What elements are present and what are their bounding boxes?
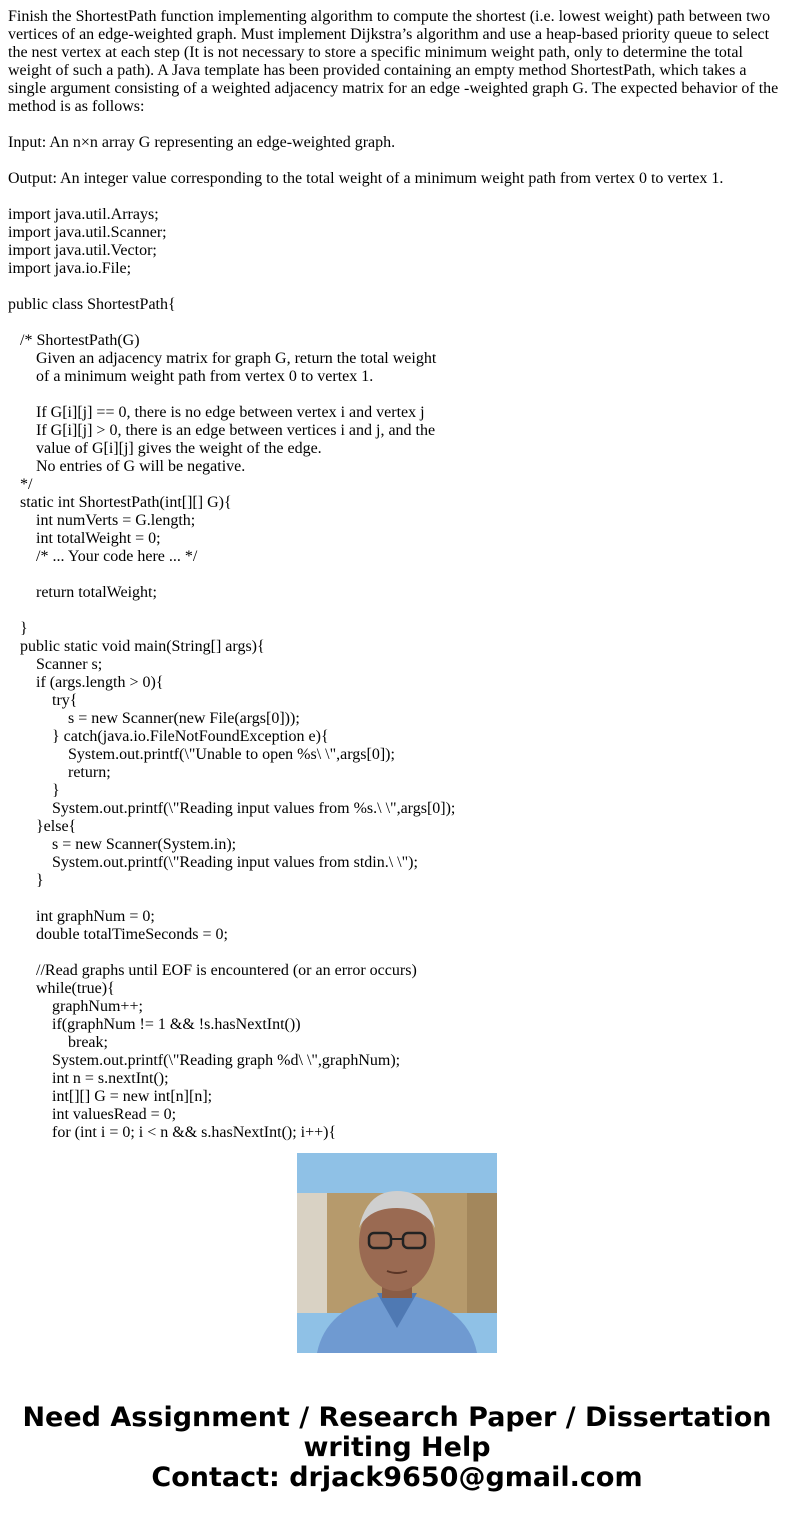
- code-line: try{: [8, 692, 78, 709]
- code-line: System.out.printf(\"Reading input values from %s.\ \",args[0]);: [8, 800, 456, 817]
- code-line: [8, 278, 788, 296]
- code-line: for (int i = 0; i < n && s.hasNextInt(); i++){: [8, 1124, 337, 1141]
- promo-line-1: Need Assignment / Research Paper / Dissertation: [22, 1402, 772, 1433]
- author-avatar: [297, 1153, 497, 1353]
- code-line: No entries of G will be negative.: [8, 458, 246, 475]
- code-line: System.out.printf(\"Reading input values from stdin.\ \");: [8, 854, 418, 871]
- java-code-template: [8, 206, 788, 1142]
- code-line: int totalWeight = 0;: [8, 530, 161, 547]
- code-line: }: [8, 872, 44, 889]
- code-line: if(graphNum != 1 && !s.hasNextInt()): [8, 1016, 301, 1033]
- code-line: Scanner s;: [8, 656, 103, 673]
- code-line: import java.util.Arrays;: [8, 206, 159, 223]
- promo-line-2: writing Help: [303, 1432, 491, 1463]
- code-line: value of G[i][j] gives the weight of the edge.: [8, 440, 322, 457]
- code-line: while(true){: [8, 980, 115, 997]
- code-line: /* ... Your code here ... */: [8, 548, 198, 565]
- code-line: if (args.length > 0){: [8, 674, 164, 691]
- code-line: [8, 566, 788, 584]
- question-paragraph: Finish the ShortestPath function implementing algorithm to compute the shortest (i.e. lowest weight) path between two vertices of an edge-weighted graph. Must implement Dijkstra’s algorithm and use a heap-based priority queue to select the nest vertex at each step (It is not necessary to store a specific minimum weight path, only to determine the total weight of such a path). A Java template has been provided containing an empty method ShortestPath, which takes a single argument consisting of a weighted adjacency matrix for an edge -weighted graph G. The expected behavior of the method is as follows:: [8, 8, 779, 115]
- code-line: graphNum++;: [8, 998, 143, 1015]
- code-line: int numVerts = G.length;: [8, 512, 196, 529]
- code-line: [8, 944, 788, 962]
- code-line: //Read graphs until EOF is encountered (or an error occurs): [8, 962, 417, 979]
- code-line: public class ShortestPath{: [8, 296, 176, 313]
- code-line: break;: [8, 1034, 108, 1051]
- promo-banner: [0, 1403, 794, 1493]
- code-line: } catch(java.io.FileNotFoundException e){: [8, 728, 329, 745]
- code-line: */: [8, 476, 33, 493]
- question-text: [8, 8, 788, 1141]
- code-line: /* ShortestPath(G): [8, 332, 140, 349]
- code-line: int[][] G = new int[n][n];: [8, 1088, 213, 1105]
- code-line: [8, 386, 788, 404]
- code-line: If G[i][j] == 0, there is no edge between vertex i and vertex j: [8, 404, 425, 421]
- code-line: int n = s.nextInt();: [8, 1070, 169, 1087]
- code-line: int graphNum = 0;: [8, 908, 155, 925]
- code-line: import java.util.Vector;: [8, 242, 157, 259]
- output-spec: Output: An integer value corresponding to the total weight of a minimum weight path from vertex 0 to vertex 1.: [8, 170, 724, 187]
- code-line: of a minimum weight path from vertex 0 to vertex 1.: [8, 368, 374, 385]
- input-spec: Input: An n×n array G representing an edge-weighted graph.: [8, 134, 396, 151]
- promo-contact: Contact: drjack9650@gmail.com: [151, 1462, 643, 1493]
- code-line: import java.io.File;: [8, 260, 132, 277]
- code-line: System.out.printf(\"Unable to open %s\ \",args[0]);: [8, 746, 395, 763]
- code-line: }else{: [8, 818, 77, 835]
- code-line: return;: [8, 764, 111, 781]
- code-line: [8, 890, 788, 908]
- code-line: return totalWeight;: [8, 584, 157, 601]
- code-line: System.out.printf(\"Reading graph %d\ \",graphNum);: [8, 1052, 401, 1069]
- code-line: s = new Scanner(System.in);: [8, 836, 237, 853]
- code-line: [8, 314, 788, 332]
- code-line: }: [8, 620, 28, 637]
- code-line: static int ShortestPath(int[][] G){: [8, 494, 232, 511]
- code-line: Given an adjacency matrix for graph G, return the total weight: [8, 350, 437, 367]
- code-line: [8, 602, 788, 620]
- code-line: }: [8, 782, 60, 799]
- code-line: s = new Scanner(new File(args[0]));: [8, 710, 300, 727]
- code-line: double totalTimeSeconds = 0;: [8, 926, 228, 943]
- code-line: public static void main(String[] args){: [8, 638, 265, 655]
- code-line: int valuesRead = 0;: [8, 1106, 177, 1123]
- code-line: import java.util.Scanner;: [8, 224, 167, 241]
- code-line: If G[i][j] > 0, there is an edge between vertices i and j, and the: [8, 422, 436, 439]
